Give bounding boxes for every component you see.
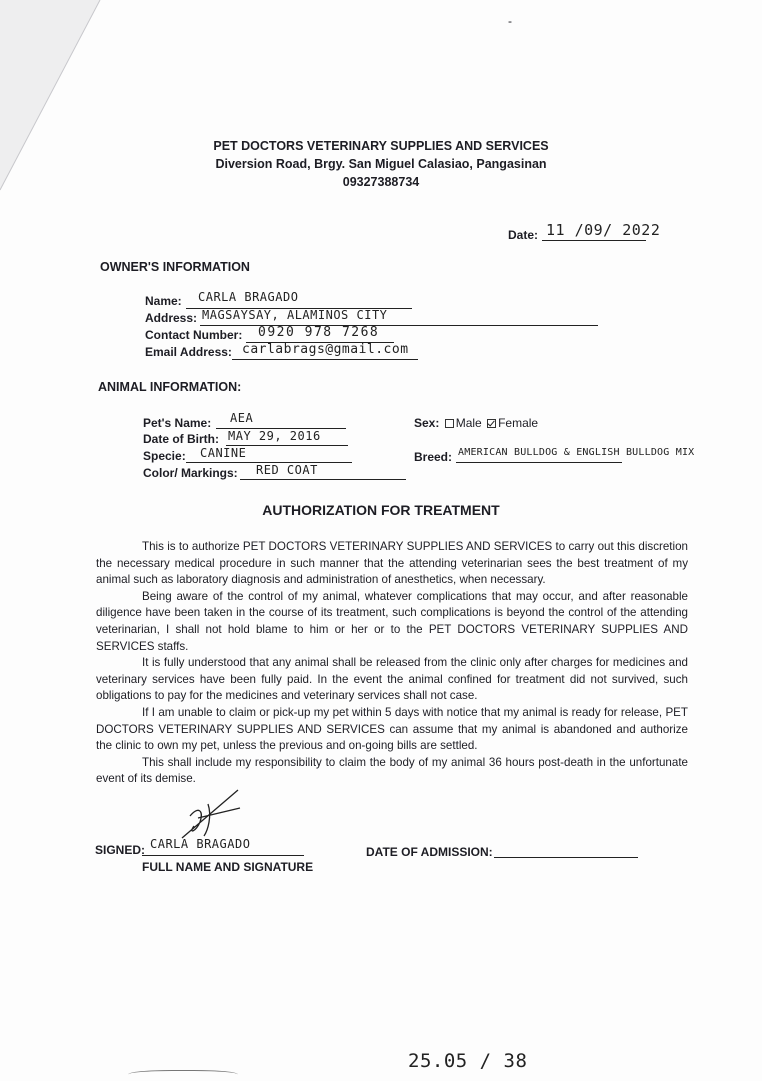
signed-label: SIGNED: <box>95 843 146 857</box>
clinic-name: PET DOCTORS VETERINARY SUPPLIES AND SERVICES <box>213 139 549 153</box>
sex-female-label: Female <box>498 416 539 430</box>
footer-note: 25.05 / 38 <box>408 1050 528 1072</box>
animal-heading: ANIMAL INFORMATION: <box>98 380 242 394</box>
footer-scribble <box>128 1070 238 1081</box>
color-value: RED COAT <box>256 463 318 477</box>
authorization-body <box>96 539 688 788</box>
breed-label: Breed: <box>414 450 453 464</box>
owner-heading: OWNER'S INFORMATION <box>100 260 250 274</box>
date-value: 11 /09/ 2022 <box>546 221 661 239</box>
signature-caption: FULL NAME AND SIGNATURE <box>142 860 314 874</box>
date-line <box>542 240 646 241</box>
sex-label: Sex: <box>414 416 440 430</box>
color-line <box>240 479 406 480</box>
sex-male-label: Male <box>455 416 482 430</box>
owner-address-value: MAGSAYSAY, ALAMINOS CITY <box>202 308 388 322</box>
signed-name: CARLA BRAGADO <box>150 837 251 851</box>
clinic-phone: 09327388734 <box>342 175 420 189</box>
sex-female-checkbox[interactable] <box>487 419 496 428</box>
signed-line <box>142 855 304 856</box>
sex-field <box>414 416 538 430</box>
dob-value: MAY 29, 2016 <box>228 429 321 443</box>
date-label: Date: <box>508 228 539 242</box>
authorization-paragraph: This shall include my responsibility to claim the body of my animal 36 hours post-death in the unfortunate event of its demise. <box>96 755 688 786</box>
owner-email-value: carlabrags@gmail.com <box>242 342 409 357</box>
dob-label: Date of Birth: <box>143 432 219 446</box>
owner-name-label: Name: <box>145 294 182 308</box>
owner-name-value: CARLA BRAGADO <box>198 290 299 304</box>
specie-value: CANINE <box>200 446 247 460</box>
authorization-title: AUTHORIZATION FOR TREATMENT <box>262 502 500 518</box>
pet-name-label: Pet's Name: <box>143 416 212 430</box>
pet-name-value: AEA <box>230 411 254 425</box>
authorization-paragraph: Being aware of the control of my animal, whatever complications that may occur, and after reasonable diligence have been taken in the course of its treatment, such complications is beyond the control of the attending veterinarian, I shall not hold blame to him or her or to the PET DOCTORS VETERINARY SUPPLIES AND SERVICES staffs. <box>96 589 688 653</box>
dash-mark: - <box>508 14 512 28</box>
authorization-paragraph: It is fully understood that any animal shall be released from the clinic only after charges for medicines and veterinary services have been fully paid. In the event the animal confined for treatment did not survived, such obligations to pay for the medicines and veterinary services shall not case. <box>96 656 688 703</box>
owner-contact-label: Contact Number: <box>145 328 243 342</box>
admission-label: DATE OF ADMISSION: <box>366 845 493 859</box>
breed-value: AMERICAN BULLDOG & ENGLISH BULLDOG MIX <box>458 447 695 458</box>
owner-contact-value: 0920 978 7268 <box>258 325 380 340</box>
clinic-address: Diversion Road, Brgy. San Miguel Calasiao, Pangasinan <box>215 157 547 171</box>
color-label: Color/ Markings: <box>143 466 238 480</box>
owner-email-line <box>232 359 418 360</box>
admission-line <box>494 857 638 858</box>
specie-label: Specie: <box>143 449 186 463</box>
sex-male-checkbox[interactable] <box>445 419 454 428</box>
authorization-paragraph: This is to authorize PET DOCTORS VETERINARY SUPPLIES AND SERVICES to carry out this discretion the necessary medical procedure in such manner that the attending veterinarian sees the best treatment of my animal such as laboratory diagnosis and administration of anesthetics, when necessary. <box>96 540 688 587</box>
owner-email-label: Email Address: <box>145 345 232 359</box>
breed-line <box>456 462 622 463</box>
authorization-paragraph: If I am unable to claim or pick-up my pet within 5 days with notice that my animal is ready for release, PET DOCTORS VETERINARY SUPPLIES AND SERVICES can assume that my animal is abandoned and authorize the clinic to own my pet, unless the previous and on-going bills are settled. <box>96 705 688 753</box>
owner-address-label: Address: <box>145 311 198 325</box>
